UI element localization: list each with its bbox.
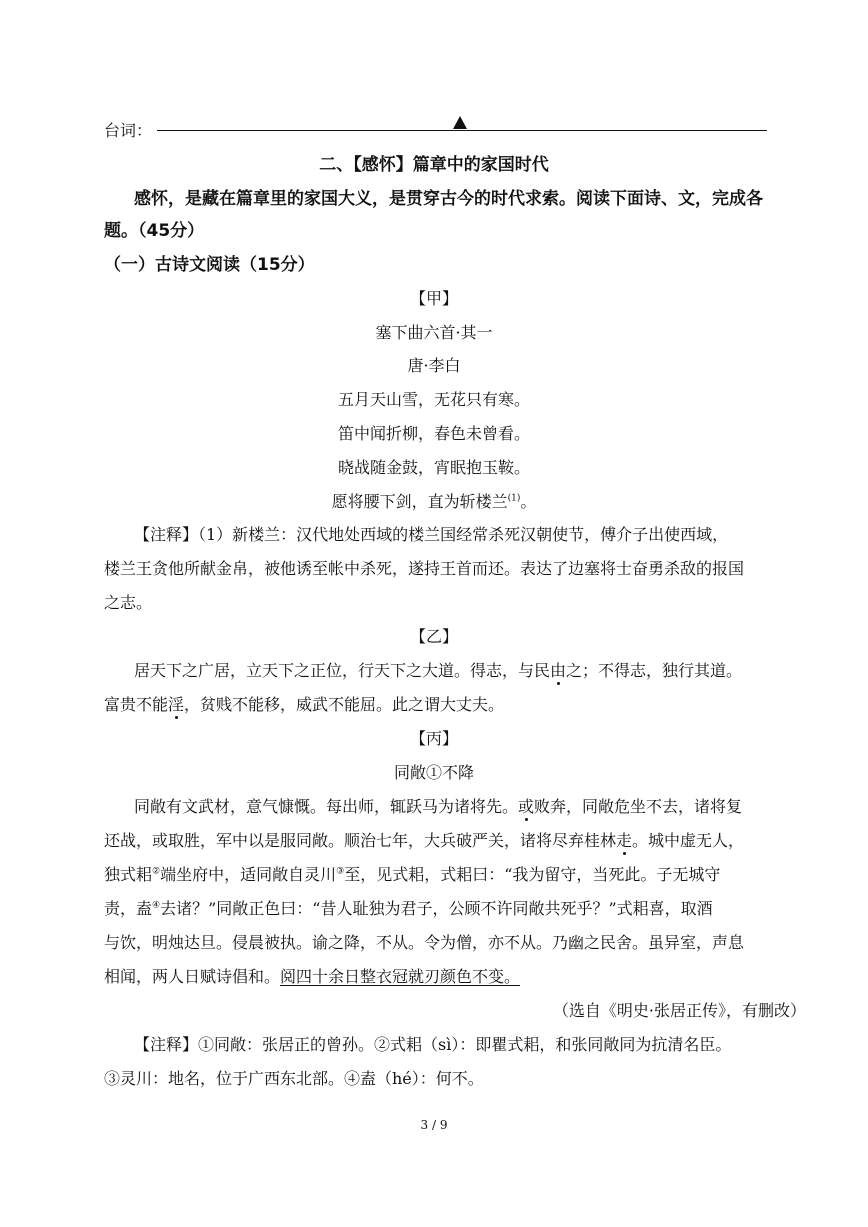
yi-line-2: 富贵不能淫，贫贱不能移，威武不能屈。此之谓大丈夫。: [104, 695, 505, 714]
poem-line-3: 晓战随金鼓，宵眠抱玉鞍。: [337, 458, 530, 477]
poem-line-2: 笛中闻折柳，春色未曾看。: [337, 424, 530, 443]
poem-marker-jia: 【甲】: [409, 289, 458, 308]
bing-line-4: 责，盍④去诸？”同敞正色曰：“昔人耻独为君子，公顾不许同敞共死乎？”式耜喜，取酒: [104, 899, 713, 918]
poem-line-4: 愿将腰下剑，直为斩楼兰$^{(1)}$。: [331, 492, 537, 511]
jia-note-1: 【注释】（1）新楼兰：汉代地处西域的楼兰国经常杀死汉朝使节，傅介子出使西域，: [134, 525, 729, 544]
jia-note-3: 之志。: [104, 593, 153, 612]
bing-line-1: 同敞有文武材，意气慷慨。每出师，辄跃马为诸将先。或败奔，同敞危坐不去，诸将复: [134, 797, 743, 816]
footnote-ref: (1): [507, 493, 521, 504]
section-intro-2: 题。（45分）: [104, 221, 205, 241]
triangle-icon: [453, 116, 467, 129]
jia-note-2: 楼兰王贪他所献金帛，被他诱至帐中杀死，遂持王首而还。表达了边塞将士奋勇杀敌的报国: [104, 559, 745, 578]
bing-line-2: 还战，或取胜，军中以是服同敞。顺治七年，大兵破严关，诸将尽弃桂林走。城中虚无人，: [104, 831, 745, 850]
source-citation: （选自《明史·张居正传》，有删改）: [552, 1001, 806, 1020]
text-marker-yi: 【乙】: [409, 627, 458, 646]
dialogue-label: 台词：: [104, 121, 153, 140]
bing-note-1: 【注释】①同敞：张居正的曾孙。②式耜（sì）：即瞿式耜，和张同敞同为抗清名臣。: [134, 1035, 732, 1054]
section-intro-1: 感怀，是藏在篇章里的家国大义，是贯穿古今的时代求索。阅读下面诗、文，完成各: [134, 189, 763, 209]
poem-author: 唐·李白: [407, 356, 461, 375]
part-heading: （一）古诗文阅读（15分）: [104, 255, 315, 275]
emphasis-char: 由: [550, 661, 567, 680]
text-marker-bing: 【丙】: [409, 729, 458, 748]
page-number: 3 / 9: [420, 1118, 448, 1132]
underlined-sentence: 阅四十余日整衣冠就刃颜色不变。: [280, 967, 521, 986]
bing-line-5: 与饮，明烛达旦。侵晨被执。谕之降，不从。令为僧，亦不从。乃幽之民舍。虽异室，声息: [104, 933, 745, 952]
bing-note-2: ③灵川：地名，位于广西东北部。④盍（hé）：何不。: [104, 1069, 484, 1088]
poem-title: 塞下曲六首·其一: [375, 323, 493, 342]
answer-line: [157, 130, 767, 131]
emphasis-char: 淫: [168, 695, 185, 714]
yi-line-1: 居天下之广居，立天下之正位，行天下之大道。得志，与民由之；不得志，独行其道。: [134, 661, 743, 680]
poem-line-1: 五月天山雪，无花只有寒。: [337, 390, 530, 409]
bing-line-3: 独式耜②端坐府中，适同敞自灵川③至，见式耜，式耜曰：“我为留守，当死此。子无城守: [104, 865, 721, 884]
emphasis-char: 走: [616, 831, 633, 850]
emphasis-char: 或: [518, 797, 535, 816]
bing-title: 同敞①不降: [393, 763, 474, 782]
bing-line-6: 相闻，两人日赋诗倡和。阅四十余日整衣冠就刃颜色不变。: [104, 967, 521, 986]
section-title: 二、【感怀】篇章中的家国时代: [319, 155, 549, 175]
